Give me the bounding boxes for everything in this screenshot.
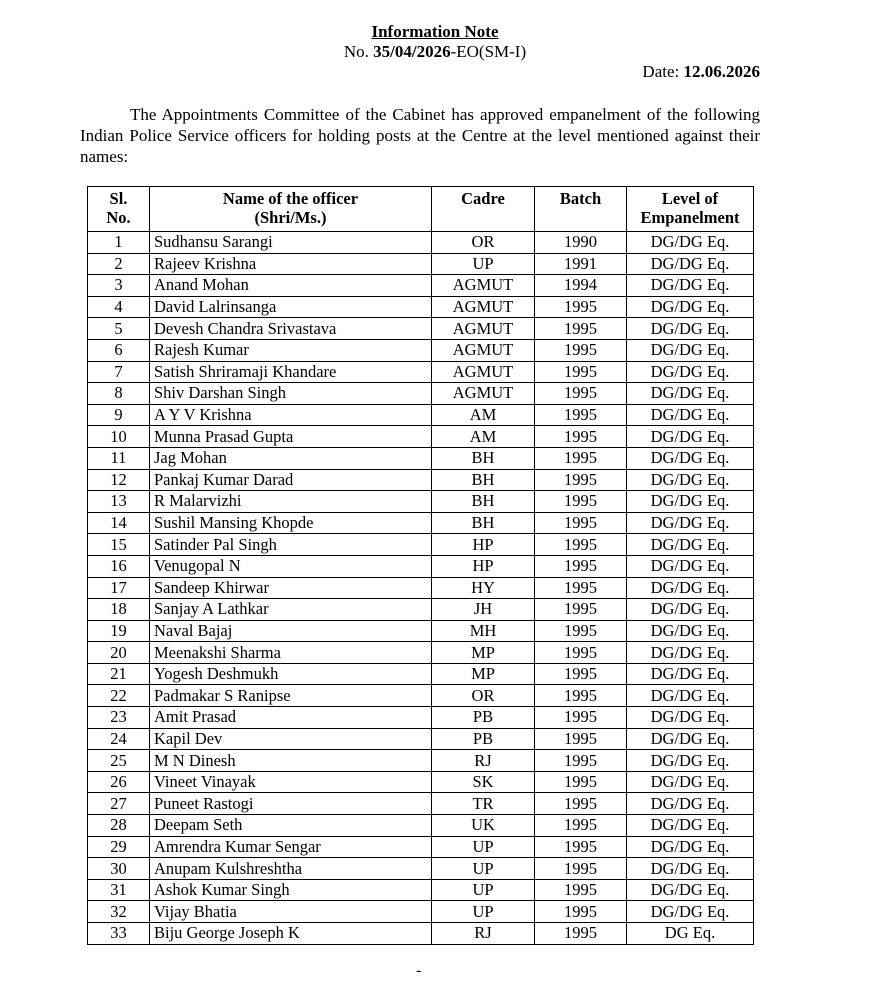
cell-sl-no: 11: [88, 447, 150, 469]
cell-cadre: MP: [432, 663, 535, 685]
cell-batch: 1995: [535, 923, 627, 945]
table-row: [88, 923, 754, 945]
table-row: [88, 858, 754, 880]
table-row: [88, 577, 754, 599]
cell-cadre: AGMUT: [432, 318, 535, 340]
cell-cadre: UP: [432, 253, 535, 275]
note-date: [642, 62, 760, 82]
table-row: [88, 663, 754, 685]
cell-level: DG/DG Eq.: [627, 512, 754, 534]
cell-sl-no: 12: [88, 469, 150, 491]
cell-sl-no: 24: [88, 728, 150, 750]
cell-batch: 1995: [535, 491, 627, 513]
cell-cadre: MP: [432, 642, 535, 664]
cell-sl-no: 1: [88, 232, 150, 254]
cell-batch: 1995: [535, 901, 627, 923]
table-row: [88, 685, 754, 707]
cell-sl-no: 4: [88, 296, 150, 318]
cell-level: DG/DG Eq.: [627, 642, 754, 664]
table-row: [88, 793, 754, 815]
table-row: [88, 404, 754, 426]
table-row: [88, 296, 754, 318]
cell-batch: 1995: [535, 318, 627, 340]
cell-officer-name: Vineet Vinayak: [150, 771, 432, 793]
cell-sl-no: 6: [88, 339, 150, 361]
table-header-row: [88, 187, 754, 232]
cell-officer-name: Rajeev Krishna: [150, 253, 432, 275]
note-number: [0, 42, 870, 62]
cell-cadre: UP: [432, 858, 535, 880]
cell-officer-name: Rajesh Kumar: [150, 339, 432, 361]
table-row: [88, 491, 754, 513]
cell-officer-name: Puneet Rastogi: [150, 793, 432, 815]
table-row: [88, 901, 754, 923]
cell-officer-name: A Y V Krishna: [150, 404, 432, 426]
cell-level: DG/DG Eq.: [627, 491, 754, 513]
cell-level: DG/DG Eq.: [627, 555, 754, 577]
cell-batch: 1995: [535, 296, 627, 318]
cell-officer-name: Munna Prasad Gupta: [150, 426, 432, 448]
cell-cadre: MH: [432, 620, 535, 642]
cell-level: DG/DG Eq.: [627, 383, 754, 405]
header-name: Name of the officer (Shri/Ms.): [150, 187, 432, 232]
cell-officer-name: M N Dinesh: [150, 750, 432, 772]
table-row: [88, 750, 754, 772]
note-number-prefix: No.: [343, 42, 374, 61]
cell-sl-no: 17: [88, 577, 150, 599]
cell-batch: 1995: [535, 836, 627, 858]
cell-level: DG/DG Eq.: [627, 707, 754, 729]
cell-officer-name: Shiv Darshan Singh: [150, 383, 432, 405]
cell-cadre: JH: [432, 599, 535, 621]
page-footer-mark: -: [416, 962, 422, 979]
cell-batch: 1995: [535, 858, 627, 880]
cell-officer-name: Yogesh Deshmukh: [150, 663, 432, 685]
cell-sl-no: 27: [88, 793, 150, 815]
cell-batch: 1995: [535, 383, 627, 405]
cell-sl-no: 26: [88, 771, 150, 793]
cell-batch: 1991: [535, 253, 627, 275]
cell-cadre: PB: [432, 707, 535, 729]
cell-officer-name: Pankaj Kumar Darad: [150, 469, 432, 491]
cell-level: DG/DG Eq.: [627, 318, 754, 340]
cell-batch: 1995: [535, 793, 627, 815]
cell-cadre: AM: [432, 404, 535, 426]
cell-officer-name: Satish Shriramaji Khandare: [150, 361, 432, 383]
header-level: Level of Empanelment: [627, 187, 754, 232]
cell-sl-no: 2: [88, 253, 150, 275]
cell-officer-name: Biju George Joseph K: [150, 923, 432, 945]
table-row: [88, 599, 754, 621]
cell-sl-no: 22: [88, 685, 150, 707]
intro-paragraph: The Appointments Committee of the Cabinet has approved empanelment of the following Indian Police Service officers for holding posts at the Centre at the level mentioned against their names:: [80, 105, 760, 166]
header-cadre: Cadre: [432, 187, 535, 232]
cell-batch: 1995: [535, 707, 627, 729]
header-batch: Batch: [535, 187, 627, 232]
cell-officer-name: Anupam Kulshreshtha: [150, 858, 432, 880]
cell-batch: 1995: [535, 577, 627, 599]
cell-sl-no: 20: [88, 642, 150, 664]
cell-officer-name: Venugopal N: [150, 555, 432, 577]
cell-level: DG/DG Eq.: [627, 253, 754, 275]
cell-level: DG/DG Eq.: [627, 426, 754, 448]
table-body: [88, 232, 754, 945]
cell-officer-name: David Lalrinsanga: [150, 296, 432, 318]
cell-officer-name: Devesh Chandra Srivastava: [150, 318, 432, 340]
cell-cadre: BH: [432, 447, 535, 469]
cell-cadre: UP: [432, 901, 535, 923]
cell-officer-name: Naval Bajaj: [150, 620, 432, 642]
cell-level: DG Eq.: [627, 923, 754, 945]
date-label: Date:: [642, 62, 684, 81]
cell-level: DG/DG Eq.: [627, 793, 754, 815]
table-row: [88, 771, 754, 793]
cell-batch: 1995: [535, 469, 627, 491]
cell-cadre: AGMUT: [432, 275, 535, 297]
date-value: 12.06.2026: [683, 62, 760, 81]
cell-level: DG/DG Eq.: [627, 534, 754, 556]
cell-level: DG/DG Eq.: [627, 663, 754, 685]
cell-sl-no: 28: [88, 815, 150, 837]
table-row: [88, 383, 754, 405]
document-header: [0, 22, 870, 62]
cell-batch: 1995: [535, 728, 627, 750]
table-row: [88, 707, 754, 729]
note-title: Information Note: [371, 22, 499, 41]
table-row: [88, 339, 754, 361]
cell-batch: 1995: [535, 339, 627, 361]
cell-officer-name: Sanjay A Lathkar: [150, 599, 432, 621]
note-number-bold: 35/04/2026: [373, 42, 451, 61]
cell-level: DG/DG Eq.: [627, 275, 754, 297]
table-row: [88, 512, 754, 534]
cell-cadre: HP: [432, 555, 535, 577]
cell-level: DG/DG Eq.: [627, 685, 754, 707]
cell-batch: 1995: [535, 771, 627, 793]
cell-batch: 1995: [535, 750, 627, 772]
cell-officer-name: Sandeep Khirwar: [150, 577, 432, 599]
cell-sl-no: 29: [88, 836, 150, 858]
cell-officer-name: Amit Prasad: [150, 707, 432, 729]
cell-batch: 1995: [535, 879, 627, 901]
cell-level: DG/DG Eq.: [627, 771, 754, 793]
cell-cadre: RJ: [432, 750, 535, 772]
header-sl-no: Sl. No.: [88, 187, 150, 232]
cell-officer-name: Kapil Dev: [150, 728, 432, 750]
cell-sl-no: 19: [88, 620, 150, 642]
cell-officer-name: Satinder Pal Singh: [150, 534, 432, 556]
cell-batch: 1995: [535, 642, 627, 664]
table-row: [88, 642, 754, 664]
cell-batch: 1995: [535, 512, 627, 534]
note-number-suffix: -EO(SM-I): [450, 42, 527, 61]
table-row: [88, 879, 754, 901]
cell-sl-no: 15: [88, 534, 150, 556]
cell-officer-name: Meenakshi Sharma: [150, 642, 432, 664]
table-row: [88, 361, 754, 383]
cell-batch: 1995: [535, 447, 627, 469]
cell-sl-no: 10: [88, 426, 150, 448]
cell-cadre: OR: [432, 685, 535, 707]
cell-cadre: BH: [432, 491, 535, 513]
cell-cadre: HY: [432, 577, 535, 599]
cell-sl-no: 30: [88, 858, 150, 880]
cell-sl-no: 14: [88, 512, 150, 534]
cell-sl-no: 33: [88, 923, 150, 945]
table-row: [88, 555, 754, 577]
table-row: [88, 469, 754, 491]
cell-sl-no: 3: [88, 275, 150, 297]
cell-level: DG/DG Eq.: [627, 339, 754, 361]
cell-sl-no: 25: [88, 750, 150, 772]
cell-cadre: SK: [432, 771, 535, 793]
cell-cadre: OR: [432, 232, 535, 254]
cell-cadre: AM: [432, 426, 535, 448]
cell-sl-no: 31: [88, 879, 150, 901]
cell-cadre: AGMUT: [432, 361, 535, 383]
cell-sl-no: 13: [88, 491, 150, 513]
cell-level: DG/DG Eq.: [627, 836, 754, 858]
cell-cadre: RJ: [432, 923, 535, 945]
cell-cadre: AGMUT: [432, 296, 535, 318]
cell-level: DG/DG Eq.: [627, 620, 754, 642]
cell-level: DG/DG Eq.: [627, 232, 754, 254]
cell-officer-name: Ashok Kumar Singh: [150, 879, 432, 901]
cell-officer-name: Amrendra Kumar Sengar: [150, 836, 432, 858]
cell-sl-no: 8: [88, 383, 150, 405]
cell-cadre: BH: [432, 469, 535, 491]
cell-batch: 1995: [535, 620, 627, 642]
cell-officer-name: R Malarvizhi: [150, 491, 432, 513]
table-row: [88, 728, 754, 750]
cell-level: DG/DG Eq.: [627, 577, 754, 599]
cell-level: DG/DG Eq.: [627, 447, 754, 469]
cell-batch: 1995: [535, 599, 627, 621]
cell-cadre: AGMUT: [432, 383, 535, 405]
cell-cadre: UP: [432, 836, 535, 858]
cell-batch: 1994: [535, 275, 627, 297]
cell-batch: 1990: [535, 232, 627, 254]
cell-batch: 1995: [535, 685, 627, 707]
cell-cadre: PB: [432, 728, 535, 750]
cell-batch: 1995: [535, 663, 627, 685]
cell-batch: 1995: [535, 426, 627, 448]
cell-level: DG/DG Eq.: [627, 879, 754, 901]
cell-officer-name: Vijay Bhatia: [150, 901, 432, 923]
cell-cadre: UK: [432, 815, 535, 837]
table-row: [88, 815, 754, 837]
table-row: [88, 620, 754, 642]
cell-level: DG/DG Eq.: [627, 901, 754, 923]
table-row: [88, 836, 754, 858]
table-row: [88, 534, 754, 556]
table-row: [88, 232, 754, 254]
table-row: [88, 318, 754, 340]
cell-sl-no: 32: [88, 901, 150, 923]
cell-sl-no: 21: [88, 663, 150, 685]
cell-batch: 1995: [535, 404, 627, 426]
cell-level: DG/DG Eq.: [627, 599, 754, 621]
cell-sl-no: 5: [88, 318, 150, 340]
cell-officer-name: Sushil Mansing Khopde: [150, 512, 432, 534]
cell-level: DG/DG Eq.: [627, 728, 754, 750]
cell-level: DG/DG Eq.: [627, 469, 754, 491]
cell-cadre: HP: [432, 534, 535, 556]
cell-level: DG/DG Eq.: [627, 361, 754, 383]
cell-cadre: UP: [432, 879, 535, 901]
cell-officer-name: Padmakar S Ranipse: [150, 685, 432, 707]
cell-cadre: TR: [432, 793, 535, 815]
cell-level: DG/DG Eq.: [627, 750, 754, 772]
cell-cadre: AGMUT: [432, 339, 535, 361]
table-row: [88, 275, 754, 297]
cell-sl-no: 23: [88, 707, 150, 729]
cell-sl-no: 16: [88, 555, 150, 577]
cell-sl-no: 18: [88, 599, 150, 621]
officers-table: [87, 186, 754, 945]
cell-officer-name: Sudhansu Sarangi: [150, 232, 432, 254]
cell-level: DG/DG Eq.: [627, 815, 754, 837]
cell-batch: 1995: [535, 534, 627, 556]
table-row: [88, 426, 754, 448]
cell-level: DG/DG Eq.: [627, 858, 754, 880]
cell-level: DG/DG Eq.: [627, 404, 754, 426]
cell-sl-no: 7: [88, 361, 150, 383]
table-row: [88, 447, 754, 469]
cell-officer-name: Jag Mohan: [150, 447, 432, 469]
table-row: [88, 253, 754, 275]
cell-batch: 1995: [535, 361, 627, 383]
cell-sl-no: 9: [88, 404, 150, 426]
cell-officer-name: Deepam Seth: [150, 815, 432, 837]
cell-batch: 1995: [535, 555, 627, 577]
cell-cadre: BH: [432, 512, 535, 534]
cell-level: DG/DG Eq.: [627, 296, 754, 318]
cell-officer-name: Anand Mohan: [150, 275, 432, 297]
cell-batch: 1995: [535, 815, 627, 837]
